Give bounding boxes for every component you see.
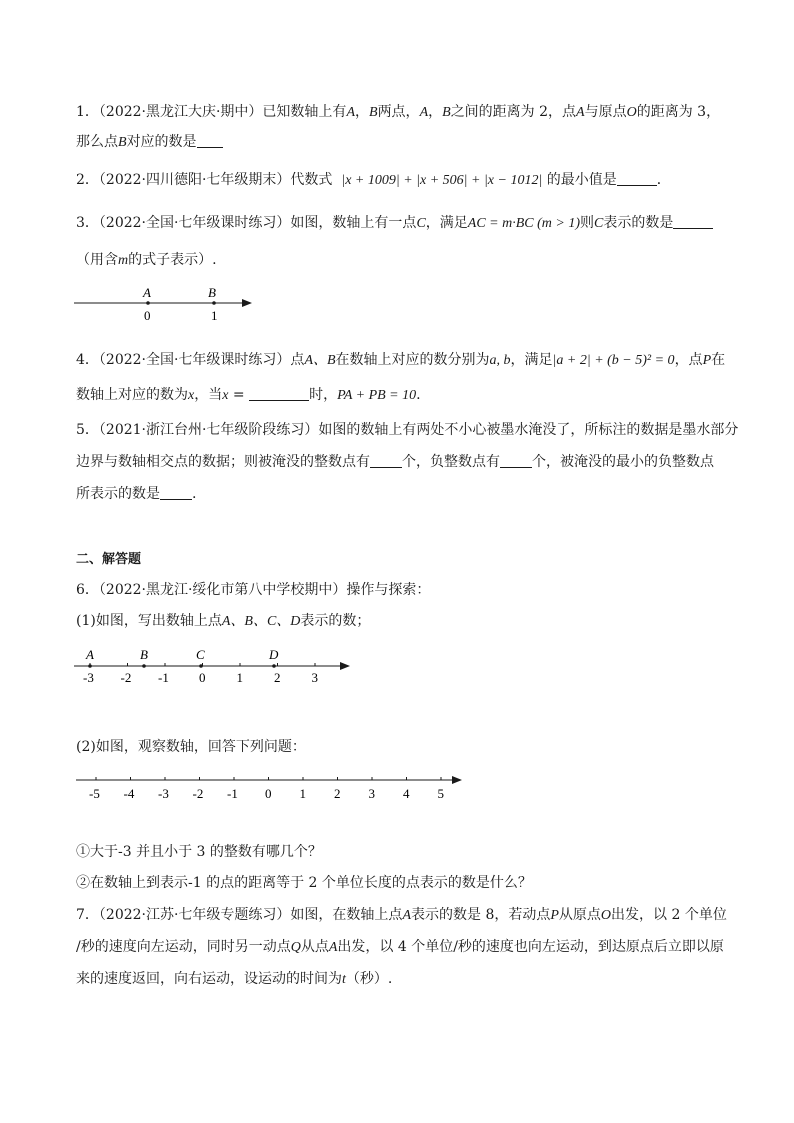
q6-sub1: ①大于-3 并且小于 3 的整数有哪几个？ (76, 844, 322, 860)
q3-axis-arrow-icon (242, 299, 252, 307)
q6-axis2-tick-label: 5 (437, 786, 444, 801)
q6-axis2-tick-label: -1 (227, 786, 238, 801)
q5-line2: 边界与数轴相交点的数据；则被淹没的整数点有 个，负整数点有 个，被淹没的最小的负整数点 (76, 454, 714, 470)
q6-axis2-arrow-icon (452, 776, 462, 784)
q2-answer-blank[interactable] (617, 171, 657, 186)
q6-label-d: D (269, 647, 279, 662)
q6-point-d (272, 664, 276, 668)
q6-axis2-tick-label: 1 (299, 786, 306, 801)
q4-line1: 4．（2022·全国·七年级课时练习）点A、B在数轴上对应的数分别为a, b，满足|a + 2| + (b − 5)² = 0，点P在 (76, 352, 726, 368)
q6-point-a (88, 664, 92, 668)
q3-tick-1: 1 (211, 308, 218, 323)
q6-sub2: ②在数轴上到表示-1 的点的距离等于 2 个单位长度的点表示的数是什么？ (76, 875, 532, 891)
q6-point-b (142, 664, 146, 668)
q1-line2: 那么点B对应的数是 (76, 132, 223, 153)
q5-line1: 5．（2021·浙江台州·七年级阶段练习）如图的数轴上有两处不小心被墨水淹没了，所标注的数据是墨水部分 (76, 422, 739, 438)
q5-blank-2[interactable] (500, 453, 532, 468)
q3-line1: 3．（2022·全国·七年级课时练习）如图，数轴上有一点C，满足AC = m·BC (m > 1)则C表示的数是 (76, 213, 713, 234)
q6-point-c (199, 664, 203, 668)
q3-answer-blank[interactable] (673, 214, 713, 229)
q6-axis1-tick-label: -1 (158, 670, 169, 685)
q5-blank-1[interactable] (370, 453, 402, 468)
q6-axis1-arrow-icon (340, 662, 350, 670)
q3-tick-0: 0 (144, 308, 151, 323)
q6-axis1-tick-label: 1 (236, 670, 243, 685)
q6-number-line-1 (74, 642, 354, 686)
q6-label-c: C (196, 647, 205, 662)
q4-answer-blank[interactable] (249, 386, 309, 401)
q6-axis2-tick-label: -5 (89, 786, 100, 801)
q6-axis2-tick-label: 4 (403, 786, 410, 801)
q1-answer-blank[interactable] (197, 133, 223, 148)
q3-point-b (212, 301, 216, 305)
q3-line2: （用含m的式子表示）. (76, 252, 217, 268)
q6-part2: (2)如图，观察数轴，回答下列问题： (76, 739, 306, 755)
q7-line1: 7．（2022·江苏·七年级专题练习）如图，在数轴上点A表示的数是 8，若动点P从原点O出发，以 2 个单位 (76, 907, 727, 923)
q6-axis1-tick-label: -3 (83, 670, 94, 685)
q4-formula: |a + 2| + (b − 5)² = 0 (552, 353, 675, 368)
q6-line1: 6．（2022·黑龙江·绥化市第八中学校期中）操作与探索： (76, 582, 431, 598)
q4-formula2: PA + PB = 10 (337, 388, 417, 403)
q6-axis2-tick-label: -2 (192, 786, 204, 801)
q1-line1: 1．（2022·黑龙江大庆·期中）已知数轴上有A，B两点，A，B之间的距离为 2，点A与原点O的距离为 3， (76, 104, 721, 120)
section-title: 二、解答题 (76, 552, 142, 567)
q6-axis2-tick-label: 3 (368, 786, 375, 801)
q7-line3: 来的速度返回，向右运动，设运动的时间为t（秒）. (76, 971, 393, 987)
q6-axis2-tick-label: 0 (265, 786, 272, 801)
q6-number-line-2 (76, 770, 466, 804)
q3-point-a (146, 301, 150, 305)
q6-part1: (1)如图，写出数轴上点A、B、C、D表示的数； (76, 613, 371, 629)
q3-label-b: B (208, 285, 216, 300)
q2-formula: |x + 1009| + |x + 506| + |x − 1012| (341, 173, 543, 188)
q6-axis1-tick-label: 3 (311, 670, 318, 685)
q3-formula: AC = m·BC (m > 1) (467, 216, 580, 231)
q3-number-line (74, 282, 254, 324)
q6-axis1-tick-label: -2 (120, 670, 132, 685)
q6-axis2-tick-label: 2 (334, 786, 341, 801)
q3-label-a: A (143, 285, 151, 300)
q4-line2: 数轴上对应的数为x，当x = 时，PA + PB = 10. (76, 387, 421, 403)
q2-line: 2．（2022·四川德阳·七年级期末）代数式 |x + 1009| + |x + 506| + |x − 1012| 的最小值是 ． (76, 172, 671, 188)
q7-line2: /秒的速度向左运动，同时另一动点Q从点A出发，以 4 个单位/秒的速度也向左运动，到达原点后立即以原 (76, 939, 724, 955)
q5-blank-3[interactable] (160, 485, 192, 500)
q6-axis2-tick-label: -4 (123, 786, 135, 801)
q6-axis1-tick-label: 2 (274, 670, 281, 685)
q6-label-b: B (140, 647, 148, 662)
q5-line3: 所表示的数是 . (76, 486, 197, 502)
q6-axis1-tick-label: 0 (199, 670, 206, 685)
q6-label-a: A (86, 647, 94, 662)
q6-axis2-tick-label: -3 (158, 786, 169, 801)
